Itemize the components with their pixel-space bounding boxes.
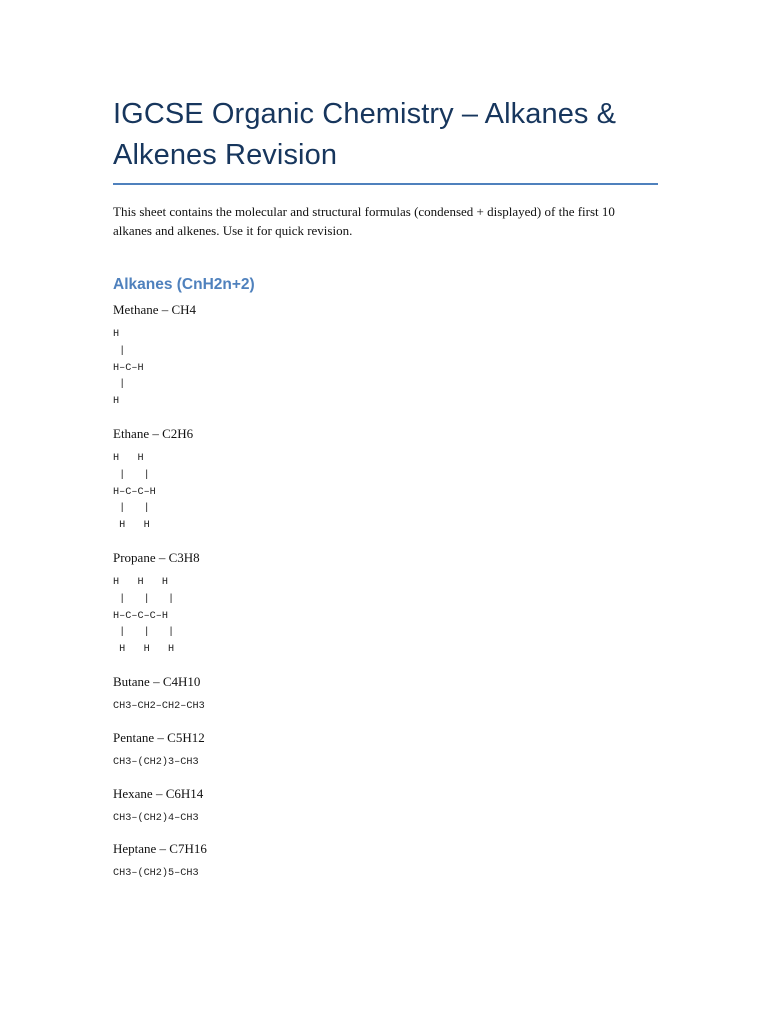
- compound-name: Heptane – C7H16: [113, 841, 207, 857]
- compound-propane: [113, 549, 658, 659]
- compound-ethane: [113, 425, 658, 535]
- title-divider: [113, 183, 658, 185]
- displayed-formula: H | H–C–H | H: [113, 329, 144, 408]
- compound-name: Methane – CH4: [113, 302, 197, 317]
- displayed-formula: H H H | | | H–C–C–C–H | | | H H H: [113, 576, 175, 656]
- displayed-formula: H H | | H–C–C–H | | H H: [113, 452, 156, 532]
- condensed-formula: CH3–(CH2)4–CH3: [113, 812, 199, 824]
- compound-name: Propane – C3H8: [113, 549, 200, 565]
- compound-butane: [113, 673, 658, 716]
- compound-methane: [113, 301, 658, 411]
- compound-name: Butane – C4H10: [113, 673, 201, 689]
- condensed-formula: CH3–CH2–CH2–CH3: [113, 700, 205, 712]
- compound-name: Hexane – C6H14: [113, 785, 204, 801]
- document-title: IGCSE Organic Chemistry – Alkanes & Alkenes Revision: [113, 98, 617, 171]
- compound-pentane: [113, 729, 658, 772]
- alkanes-heading: Alkanes (CnH2n+2): [113, 276, 255, 293]
- compound-hexane: [113, 785, 658, 828]
- document-page: [113, 94, 658, 896]
- intro-paragraph: This sheet contains the molecular and structural formulas (condensed + displayed) of the first 10 alkanes and alkenes. Use it for quick revision.: [113, 204, 615, 238]
- condensed-formula: CH3–(CH2)3–CH3: [113, 756, 199, 768]
- compound-name: Ethane – C2H6: [113, 425, 194, 441]
- condensed-formula: CH3–(CH2)5–CH3: [113, 868, 199, 880]
- compound-name: Pentane – C5H12: [113, 729, 205, 745]
- compound-heptane: [113, 840, 658, 883]
